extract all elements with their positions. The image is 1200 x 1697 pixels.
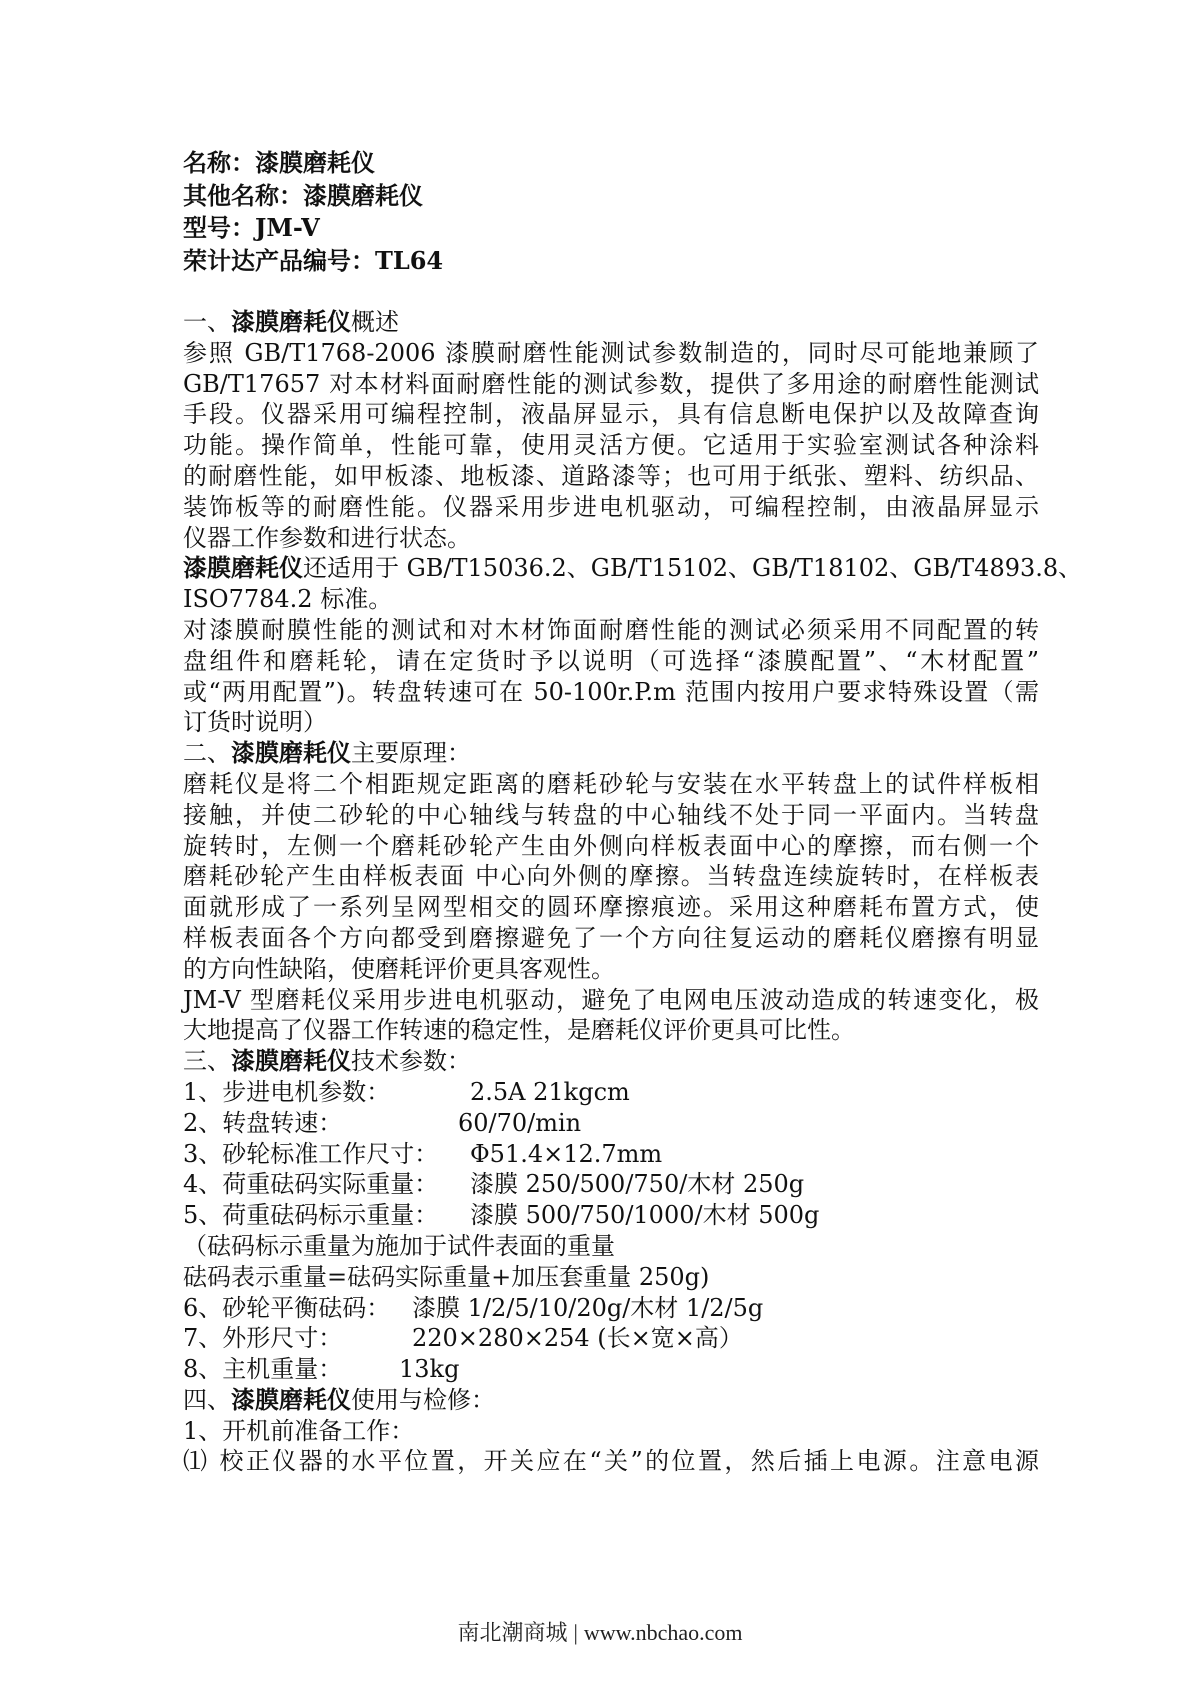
section-4-item: 1、开机前准备工作： — [183, 1416, 415, 1445]
section-1-para1-line: 功能。操作简单，性能可靠，使用灵活方便。它适用于实验室测试各种涂料 — [183, 431, 1039, 460]
section-1-para3-line: 盘组件和磨耗轮，请在定货时予以说明（可选择“漆膜配置”、“木材配置” — [183, 646, 1039, 675]
footer-separator: | — [573, 1620, 578, 1645]
page-footer — [0, 1618, 1200, 1648]
section-2-keyword: 漆膜磨耗仪 — [231, 738, 351, 768]
section-2-para1-line: 的方向性缺陷，使磨耗评价更具客观性。 — [183, 954, 615, 983]
model-line: 型号：JM-V — [183, 213, 320, 242]
section-1-para1-line: GB/T17657 对本材料面耐磨性能的测试参数，提供了多用途的耐磨性能测试 — [183, 369, 1039, 398]
document-body — [183, 147, 1083, 1477]
spec-row-dimensions: 7、外形尺寸： 220×280×254 (长×宽×高） — [183, 1324, 743, 1353]
other-name-line: 其他名称：漆膜磨耗仪 — [183, 180, 423, 210]
section-2-para1-line: 磨耗仪是将二个相距规定距离的磨耗砂轮与安装在水平转盘上的试件样板相 — [183, 769, 1039, 798]
section-1-para2-line: 漆膜磨耗仪还适用于 GB/T15036.2、GB/T15102、GB/T18102、GB/T4893.8、 — [183, 553, 1083, 583]
spec-note: 砝码表示重量=砝码实际重量+加压套重量 250g) — [183, 1262, 710, 1291]
section-2-para1-line: 面就形成了一系列呈网型相交的圆环摩擦痕迹。采用这种磨耗布置方式，使 — [183, 893, 1039, 922]
section-1-para3-line: 订货时说明） — [183, 708, 327, 737]
footer-site-name: 南北潮商城 — [457, 1620, 568, 1645]
spec-row-nominal-weight: 5、荷重砝码标示重量： 漆膜 500/750/1000/木材 500g — [183, 1201, 820, 1230]
section-1-para1-line: 手段。仪器采用可编程控制，液晶屏显示，具有信息断电保护以及故障查询 — [183, 400, 1039, 429]
section-2-para1-line: 旋转时，左侧一个磨耗砂轮产生由外侧向样板表面中心的摩擦，而右侧一个 — [183, 831, 1039, 860]
spec-value: 13kg — [399, 1355, 460, 1384]
spec-value: 漆膜 250/500/750/木材 250g — [470, 1170, 805, 1199]
section-1-para1-line: 装饰板等的耐磨性能。仪器采用步进电机驱动，可编程控制，由液晶屏显示 — [183, 492, 1039, 521]
product-number-line: 荣计达产品编号：TL64 — [183, 245, 444, 275]
section-3-keyword: 漆膜磨耗仪 — [231, 1046, 351, 1076]
spec-row-actual-weight: 4、荷重砝码实际重量： 漆膜 250/500/750/木材 250g — [183, 1170, 805, 1199]
section-4-keyword: 漆膜磨耗仪 — [231, 1384, 351, 1414]
spec-value: 漆膜 1/2/5/10/20g/木材 1/2/5g — [412, 1293, 764, 1322]
spec-row-wheel-size: 3、砂轮标准工作尺寸： Φ51.4×12.7mm — [183, 1139, 663, 1168]
section-3-heading: 三、漆膜磨耗仪技术参数： — [183, 1046, 471, 1076]
section-2-para1-line: 接触，并使二砂轮的中心轴线与转盘的中心轴线不处于同一平面内。当转盘 — [183, 800, 1039, 829]
section-1-para2-line: ISO7784.2 标准。 — [183, 585, 393, 614]
section-2-para1-line: 样板表面各个方向都受到磨擦避免了一个方向往复运动的磨耗仪磨擦有明显 — [183, 923, 1039, 952]
section-2-para2-line: JM-V 型磨耗仪采用步进电机驱动，避免了电网电压波动造成的转速变化，极 — [183, 985, 1039, 1014]
section-2-para1-line: 磨耗砂轮产生由样板表面 中心向外侧的摩擦。当转盘连续旋转时，在样板表 — [183, 862, 1039, 891]
footer-url[interactable]: www.nbchao.com — [583, 1620, 743, 1645]
spec-note: （砝码标示重量为施加于试件表面的重量 — [183, 1231, 615, 1260]
section-2-heading: 二、漆膜磨耗仪主要原理： — [183, 738, 471, 768]
spec-row-speed: 2、转盘转速： 60/70/min — [183, 1108, 582, 1137]
section-1-keyword: 漆膜磨耗仪 — [231, 307, 351, 336]
section-1-para2-keyword: 漆膜磨耗仪 — [183, 553, 303, 583]
section-1-heading: 一、漆膜磨耗仪概述 — [183, 307, 399, 336]
product-name-line: 名称：漆膜磨耗仪 — [183, 148, 375, 177]
section-2-para2-line: 大地提高了仪器工作转速的稳定性，是磨耗仪评价更具可比性。 — [183, 1016, 855, 1045]
spec-row-motor: 1、步进电机参数： 2.5A 21kgcm — [183, 1077, 630, 1106]
section-1-para3-line: 或“两用配置”)。转盘转速可在 50-100r.P.m 范围内按用户要求特殊设置（需 — [183, 677, 1039, 706]
section-4-heading: 四、漆膜磨耗仪使用与检修： — [183, 1384, 495, 1414]
section-1-para1-line: 的耐磨性能，如甲板漆、地板漆、道路漆等；也可用于纸张、塑料、纺织品、 — [183, 461, 1039, 490]
section-1-para1-line: 仪器工作参数和进行状态。 — [183, 523, 471, 552]
spec-value: 60/70/min — [458, 1108, 582, 1137]
spec-value: 漆膜 500/750/1000/木材 500g — [470, 1201, 820, 1230]
section-1-para3-line: 对漆膜耐膜性能的测试和对木材饰面耐磨性能的测试必须采用不同配置的转 — [183, 615, 1039, 644]
spec-row-weight: 8、主机重量： 13kg — [183, 1355, 460, 1384]
section-4-subitem: ⑴ 校正仪器的水平位置，开关应在“关”的位置，然后插上电源。注意电源 — [183, 1447, 1039, 1476]
spec-row-balance-weight: 6、砂轮平衡砝码： 漆膜 1/2/5/10/20g/木材 1/2/5g — [183, 1293, 764, 1322]
section-1-para1-line: 参照 GB/T1768-2006 漆膜耐磨性能测试参数制造的，同时尽可能地兼顾了 — [183, 338, 1039, 367]
spec-value: 2.5A 21kgcm — [470, 1077, 630, 1106]
spec-value: Φ51.4×12.7mm — [470, 1139, 663, 1168]
spec-value: 220×280×254 (长×宽×高） — [412, 1324, 743, 1353]
spacer — [183, 277, 1039, 307]
